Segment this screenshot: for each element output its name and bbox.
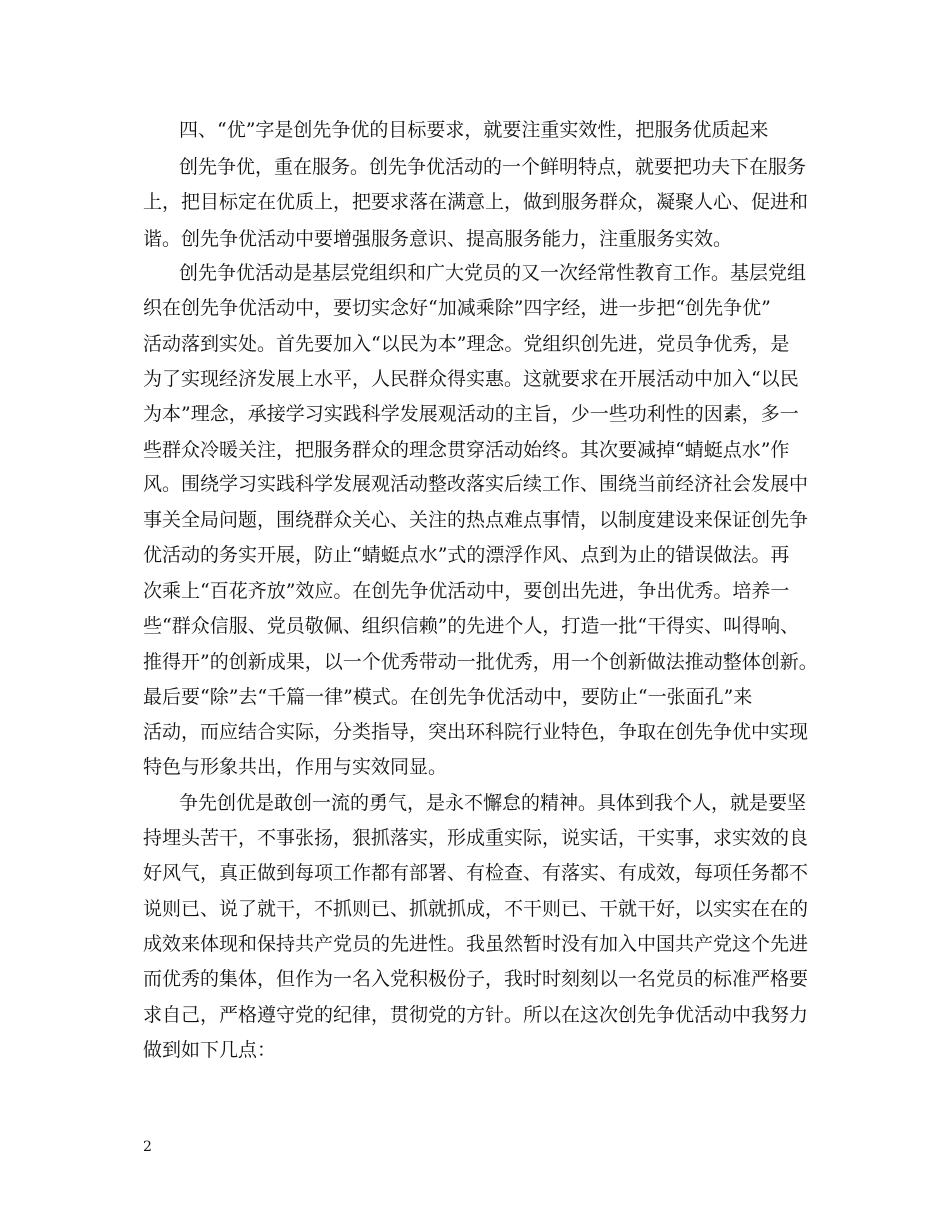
text-line: 好风气，真正做到每项工作都有部署、有检查、有落实、有成效，每项任务都不 [143,862,809,884]
text-line: 争先创优是敢创一流的勇气，是永不懈怠的精神。具体到我个人，就是要坚 [179,792,807,814]
text-line: 最后要“除”去“千篇一律”模式。在创先争优活动中，要防止“一张面孔”来 [143,686,753,708]
text-line: 事关全局问题，围绕群众关心、关注的热点难点事情，以制度建设来保证创先争 [143,509,809,531]
text-line: 创先争优活动是基层党组织和广大党员的又一次经常性教育工作。基层党组 [179,262,807,284]
text-line: 求自己，严格遵守党的纪律，贯彻党的方针。所以在这次创先争优活动中我努力 [143,1004,809,1026]
text-line: 持埋头苦干，不事张扬，狠抓落实，形成重实际，说实话，干实事，求实效的良 [143,827,809,849]
section-heading: 四、“优”字是创先争优的目标要求，就要注重实效性，把服务优质起来 [179,119,769,141]
text-line: 优活动的务实开展，防止“蜻蜓点水”式的漂浮作风、点到为止的错误做法。再 [143,544,790,566]
text-line: 上，把目标定在优质上，把要求落在满意上，做到服务群众，凝聚人心、促进和 [143,191,809,213]
text-line: 谐。创先争优活动中要增强服务意识、提高服务能力，注重服务实效。 [143,228,733,250]
text-line: 说则已、说了就干，不抓则已、抓就抓成，不干则已、干就干好，以实实在在的 [143,898,809,920]
text-line: 推得开”的创新成果，以一个优秀带动一批优秀，用一个创新做法推动整体创新。 [143,651,818,673]
text-line: 创先争优，重在服务。创先争优活动的一个鲜明特点，就要把功夫下在服务 [179,156,807,178]
text-line: 而优秀的集体，但作为一名入党积极份子，我时时刻刻以一名党员的标准严格要 [143,968,809,990]
text-line: 为本”理念，承接学习实践科学发展观活动的主旨，少一些功利性的因素，多一 [143,403,799,425]
text-line: 活动落到实处。首先要加入“以民为本”理念。党组织创先进，党员争优秀，是 [143,333,790,355]
text-line: 风。围绕学习实践科学发展观活动整改落实后续工作、围绕当前经济社会发展中 [143,473,809,495]
page-number: 2 [143,1139,152,1155]
text-line: 成效来体现和保持共产党员的先进性。我虽然暂时没有加入中国共产党这个先进 [143,933,809,955]
text-line: 为了实现经济发展上水平，人民群众得实惠。这就要求在开展活动中加入“以民 [143,368,799,390]
text-line: 织在创先争优活动中，要切实念好“加减乘除”四字经，进一步把“创先争优” [143,297,771,319]
text-line: 做到如下几点： [143,1039,277,1061]
text-line: 活动，而应结合实际，分类指导，突出环科院行业特色，争取在创先争优中实现 [143,721,809,743]
text-line: 特色与形象共出，作用与实效同显。 [143,756,448,778]
text-line: 些群众冷暖关注，把服务群众的理念贯穿活动始终。其次要减掉“蜻蜓点水”作 [143,439,790,461]
text-line: 些“群众信服、党员敬佩、组织信赖”的先进个人，打造一批“干得实、叫得响、 [143,615,800,637]
text-line: 次乘上“百花齐放”效应。在创先争优活动中，要创出先进，争出优秀。培养一 [143,580,790,602]
